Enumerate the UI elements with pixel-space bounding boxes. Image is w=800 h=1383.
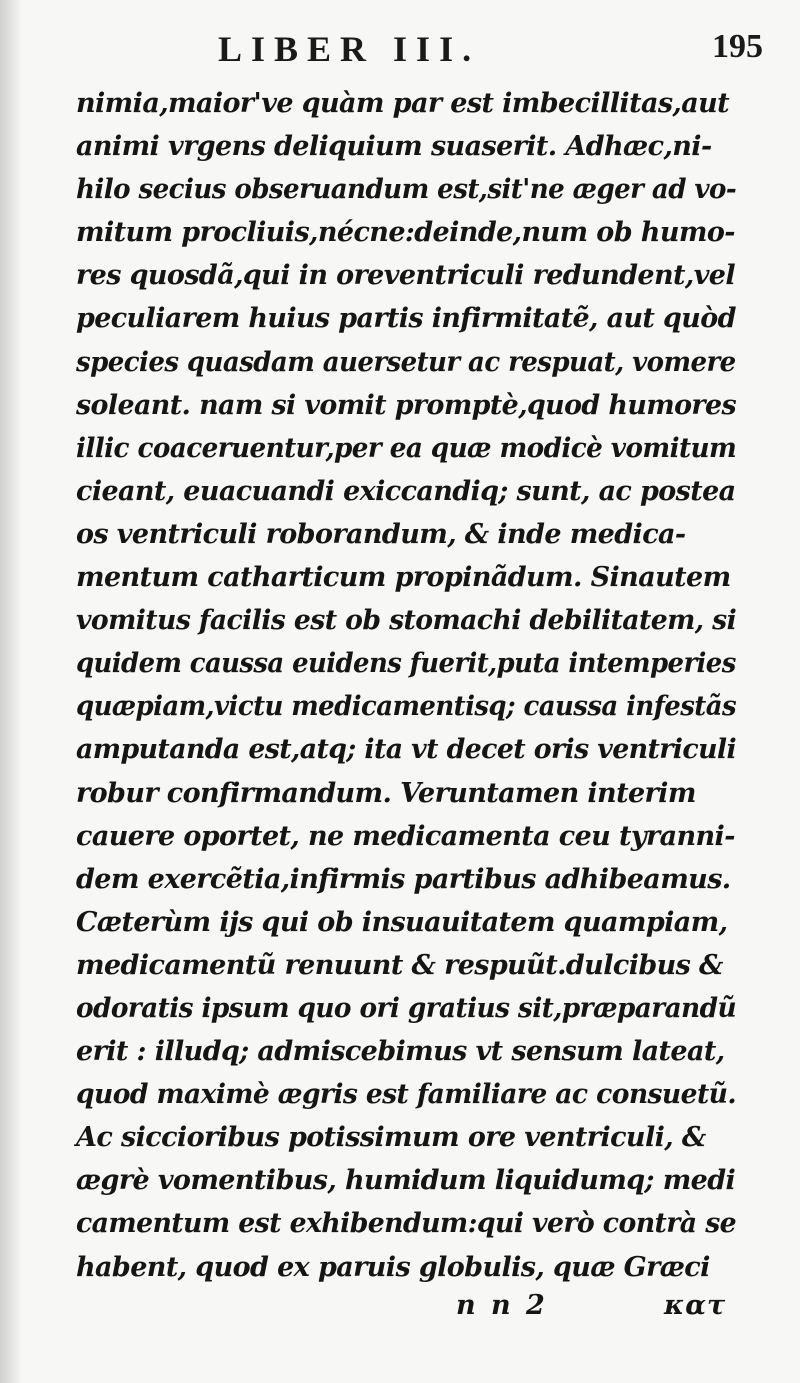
text-line: species quasdam auersetur ac respuat, vomere [76, 346, 736, 378]
text-line: res quosdã,qui in oreventriculi redundent,vel [76, 260, 736, 292]
text-line: odoratis ipsum quo ori gratius sit,præparandũ [76, 992, 737, 1024]
text-line: soleant. nam si vomit promptè,quod humores [76, 389, 737, 421]
text-line: nimia,maior've quàm par est imbecillitas,aut [76, 88, 730, 119]
text-line: robur confirmandum. Veruntamen interim [76, 777, 696, 809]
text-line: erit : illudq; admiscebimus vt sensum lateat, [76, 1036, 725, 1068]
text-line: vomitus facilis est ob stomachi debilitatem, si [76, 605, 737, 637]
text-line: camentum est exhibendum:qui verò contrà se [76, 1208, 737, 1240]
text-line: mentum catharticum propinãdum. Sinautem [76, 562, 731, 594]
text-line: illic coaceruentur,per ea quæ modicè vomitum [76, 432, 737, 464]
text-line: mitum procliuis,nécne:deinde,num ob humo- [76, 217, 735, 249]
text-line: dem exercẽtia,infirmis partibus adhibeamus. [76, 863, 731, 895]
text-line: medicamentũ renuunt & respuũt.dulcibus & [76, 949, 723, 981]
text-line: quod maximè ægris est familiare ac consuetũ. [76, 1079, 736, 1111]
text-line: quæpiam,victu medicamentisq; caussa infestãs [76, 691, 737, 723]
text-line: cieant, euacuandi exiccandiq; sunt, ac postea [76, 475, 736, 507]
text-line: quidem caussa euidens fuerit,puta intemperies [76, 648, 736, 680]
running-head: LIBER III. [218, 29, 481, 69]
page-number: 195 [712, 28, 763, 65]
page-gutter-shadow [0, 0, 22, 1383]
text-block [76, 82, 736, 1289]
text-line: hilo secius obseruandum est,sit'ne æger ad vo- [76, 174, 737, 206]
text-line: Ac siccioribus potissimum ore ventriculi, & [76, 1122, 706, 1154]
catchword: κατ [664, 1290, 727, 1321]
text-line: cauere oportet, ne medicamenta ceu tyranni- [76, 820, 735, 852]
text-line: amputanda est,atq; ita vt decet oris ventriculi [76, 734, 737, 766]
text-line: peculiarem huius partis infirmitatẽ, aut quòd [76, 303, 736, 335]
signature-mark: n n 2 [456, 1290, 548, 1321]
text-line: ægrè vomentibus, humidum liquidumq; medi [76, 1165, 736, 1197]
text-line: habent, quod ex paruis globulis, quæ Græci [76, 1251, 710, 1283]
text-line: Cæterùm ijs qui ob insuauitatem quampiam, [76, 906, 728, 938]
text-line: os ventriculi roborandum, & inde medica- [76, 518, 686, 550]
text-line: animi vrgens deliquium suaserit. Adhæc,ni- [76, 131, 712, 163]
